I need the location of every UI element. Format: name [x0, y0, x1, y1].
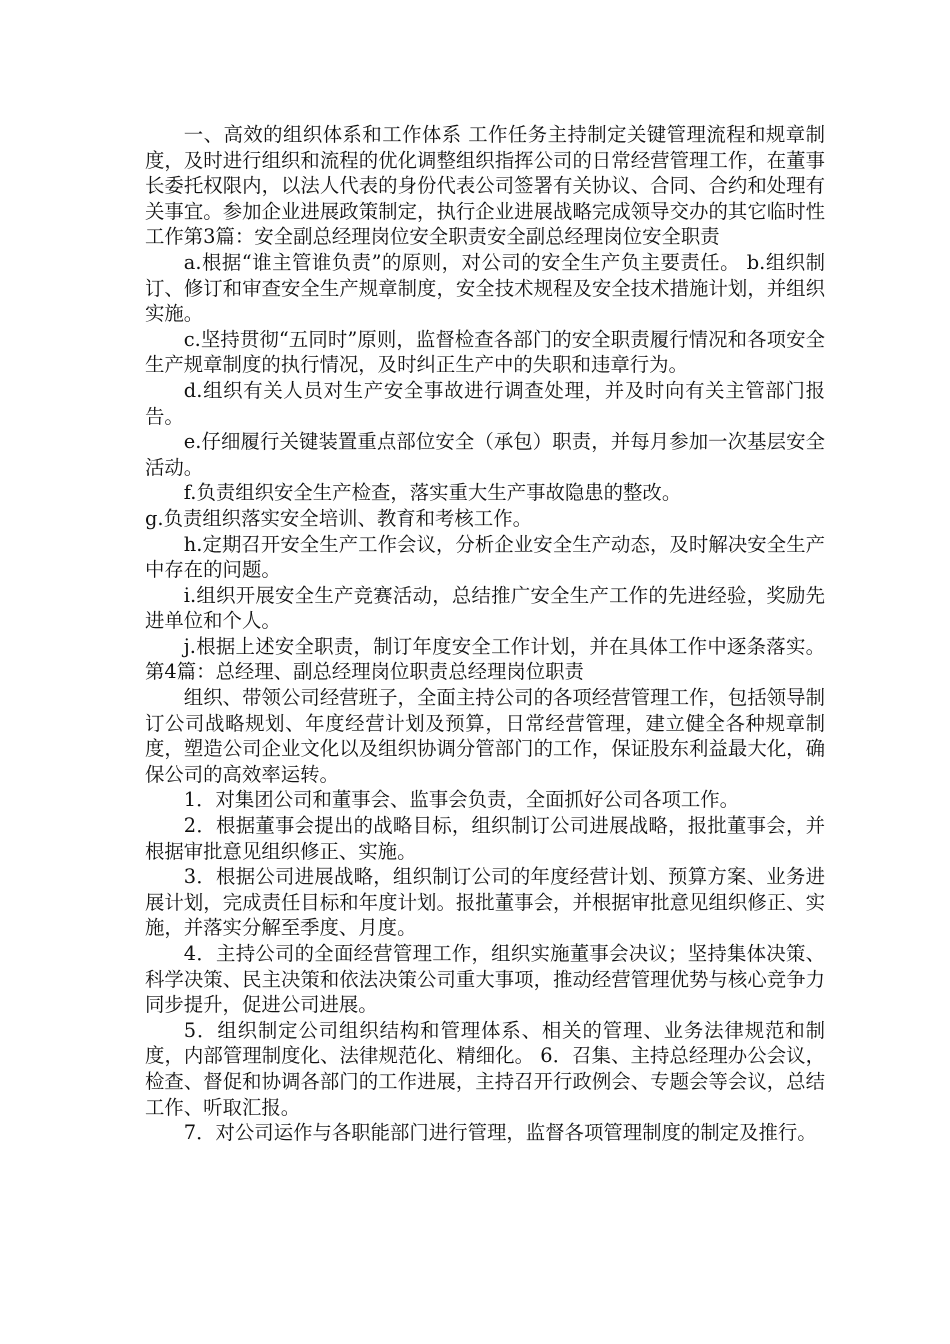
- paragraph-duty-5-6: 5．组织制定公司组织结构和管理体系、相关的管理、业务法律规范和制度，内部管理制度化、法律规范化、精细化。 6．召集、主持总经理办公会议，检查、督促和协调各部门的工作进展，主持召开行政例会、专题会等会议，总结工作、听取汇报。: [145, 1018, 825, 1119]
- paragraph-item-d: d.组织有关人员对生产安全事故进行调查处理，并及时向有关主管部门报告。: [145, 378, 825, 428]
- paragraph-item-j: j.根据上述安全职责，制订年度安全工作计划，并在具体工作中逐条落实。第4篇：总经理、副总经理岗位职责总经理岗位职责: [145, 634, 825, 684]
- paragraph-intro: 一、高效的组织体系和工作体系 工作任务主持制定关键管理流程和规章制度，及时进行组织和流程的优化调整组织指挥公司的日常经营管理工作，在董事长委托权限内，以法人代表的身份代表公司签署有关协议、合同、合约和处理有关事宜。参加企业进展政策制定，执行企业进展战略完成领导交办的其它临时性工作第3篇：安全副总经理岗位安全职责安全副总经理岗位安全职责: [145, 123, 825, 249]
- paragraph-item-e: e.仔细履行关键装置重点部位安全（承包）职责，并每月参加一次基层安全活动。: [145, 430, 825, 479]
- paragraph-duty-1: 1．对集团公司和董事会、监事会负责，全面抓好公司各项工作。: [183, 788, 740, 812]
- paragraph-item-c: c.坚持贯彻“五同时”原则，监督检查各部门的安全职责履行情况和各项安全生产规章制度的执行情况，及时纠正生产中的失职和违章行为。: [145, 327, 825, 377]
- document-body: [145, 122, 825, 1146]
- paragraph-duty-4: 4．主持公司的全面经营管理工作，组织实施董事会决议；坚持集体决策、科学决策、民主决策和依法决策公司重大事项，推动经营管理优势与核心竞争力同步提升，促进公司进展。: [145, 942, 825, 1017]
- paragraph-item-a-b: a.根据“谁主管谁负责”的原则，对公司的安全生产负主要责任。 b.组织制订、修订和审查安全生产规章制度，安全技术规程及安全技术措施计划，并组织实施。: [145, 250, 825, 326]
- paragraph-duty-2: 2．根据董事会提出的战略目标，组织制订公司进展战略，报批董事会，并根据审批意见组织修正、实施。: [145, 814, 825, 863]
- paragraph-duty-7: 7．对公司运作与各职能部门进行管理，监督各项管理制度的制定及推行。: [183, 1121, 817, 1145]
- paragraph-gm-summary: 组织、带领公司经营班子，全面主持公司的各项经营管理工作，包括领导制订公司战略规划、年度经营计划及预算，日常经营管理，建立健全各种规章制度，塑造公司企业文化以及组织协调分管部门的工作，保证股东利益最大化，确保公司的高效率运转。: [145, 686, 825, 786]
- paragraph-item-i: i.组织开展安全生产竞赛活动，总结推广安全生产工作的先进经验，奖励先进单位和个人。: [145, 583, 825, 633]
- paragraph-item-h: h.定期召开安全生产工作会议，分析企业安全生产动态，及时解决安全生产中存在的问题。: [145, 532, 825, 582]
- paragraph-item-f: f.负责组织安全生产检查，落实重大生产事故隐患的整改。: [183, 481, 682, 505]
- paragraph-item-g: g.负责组织落实安全培训、教育和考核工作。: [145, 506, 532, 530]
- paragraph-duty-3: 3．根据公司进展战略，组织制订公司的年度经营计划、预算方案、业务进展计划，完成责任目标和年度计划。报批董事会，并根据审批意见组织修正、实施，并落实分解至季度、月度。: [145, 865, 825, 940]
